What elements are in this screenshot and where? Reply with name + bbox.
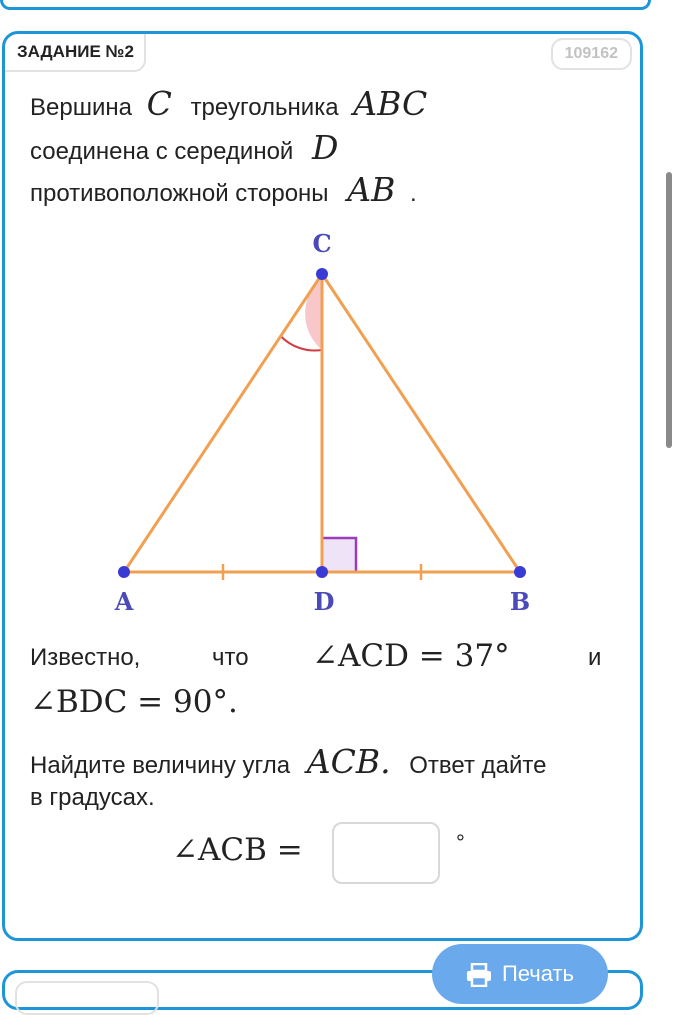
previous-task-card-edge: [0, 0, 651, 10]
answer-label-text: ∠ACB =: [172, 832, 303, 868]
side-variable: AB: [347, 170, 396, 209]
point-label-c: C: [312, 229, 332, 258]
point-label-b: B: [509, 587, 531, 616]
equation-bdc: ∠BDC = 90°.: [30, 684, 238, 720]
question-line-1: [30, 742, 546, 781]
triangle-diagram: [100, 222, 550, 622]
task-id-badge[interactable]: 109162: [551, 38, 632, 70]
known-equation-acd: [312, 638, 510, 674]
midpoint-variable: D: [312, 128, 339, 167]
printer-icon: [466, 963, 492, 987]
statement-text: противоположной стороны: [30, 180, 329, 207]
point-c: [316, 268, 328, 280]
answer-label: [172, 832, 303, 868]
known-equation-bdc: [30, 684, 238, 720]
side-bc: [322, 274, 520, 572]
statement-period: .: [410, 180, 417, 207]
statement-text: соединена с серединой: [30, 138, 294, 165]
triangle-figure: [100, 222, 550, 622]
print-button-label: Печать: [501, 961, 575, 986]
statement-text: треугольника: [190, 94, 339, 121]
equation-acd: ∠ACD = 37°: [312, 638, 510, 674]
point-b: [514, 566, 526, 578]
question-text-end: Ответ дайте: [409, 752, 547, 779]
task-number-label: ЗАДАНИЕ №2: [5, 34, 146, 72]
statement-line-3: [30, 170, 417, 209]
point-a: [118, 566, 130, 578]
vertex-variable: C: [146, 84, 172, 123]
question-text: Найдите величину угла: [30, 752, 291, 779]
known-word-2: что: [212, 644, 249, 671]
degree-unit: °: [456, 830, 465, 855]
point-label-d: D: [313, 587, 335, 616]
statement-line-1: [30, 84, 427, 123]
scrollbar[interactable]: [666, 172, 672, 448]
known-word-3: и: [588, 644, 602, 671]
next-task-label: [15, 981, 159, 1015]
statement-line-2: [30, 128, 338, 167]
known-word-1: Известно,: [30, 644, 141, 671]
question-variable: ACB.: [306, 742, 391, 781]
triangle-variable: ABC: [353, 84, 428, 123]
side-ac: [124, 274, 322, 572]
point-label-a: A: [114, 587, 134, 616]
right-angle-marker: [322, 538, 356, 572]
answer-input[interactable]: [332, 822, 440, 884]
statement-text: Вершина: [30, 94, 132, 121]
point-d: [316, 566, 328, 578]
print-button[interactable]: [432, 944, 608, 1004]
question-line-2: в градусах.: [30, 784, 155, 811]
